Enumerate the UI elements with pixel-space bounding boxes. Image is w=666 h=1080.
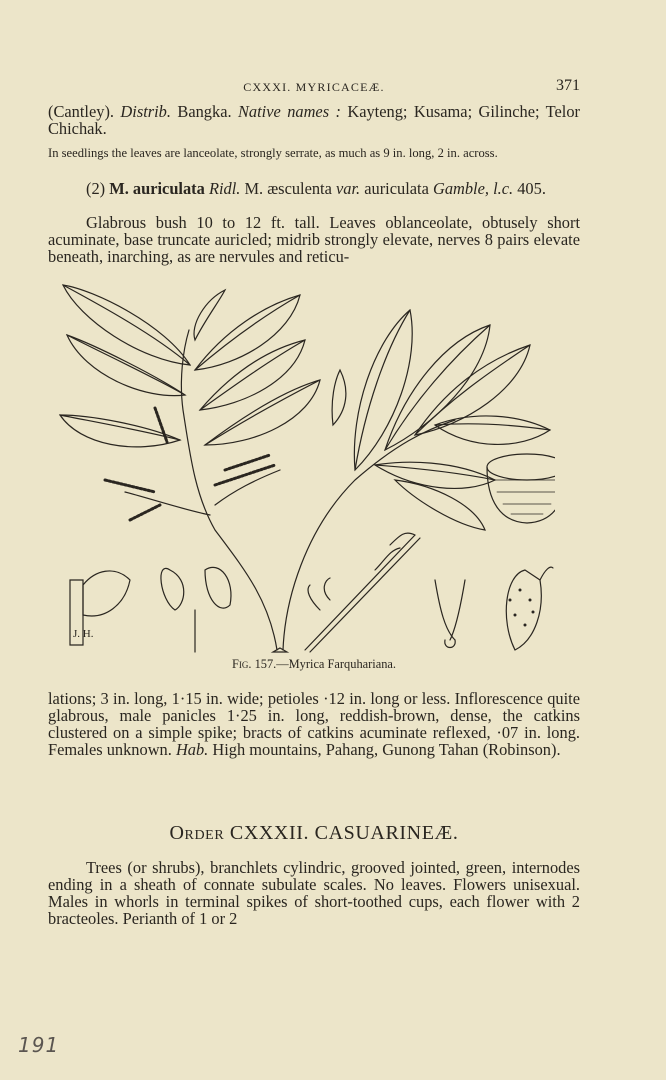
flower-detail xyxy=(83,571,130,616)
reference-page: 405. xyxy=(517,179,546,198)
stem-cut xyxy=(273,648,287,652)
synonym: M. æsculenta xyxy=(244,179,332,198)
species-number: (2) xyxy=(86,179,106,198)
bract-detail xyxy=(161,568,184,610)
artist-initials: J. H. xyxy=(73,628,94,640)
page-number: 371 xyxy=(556,77,580,94)
hab-label: Hab. xyxy=(175,740,209,759)
figure-caption xyxy=(48,657,580,672)
var-label: var. xyxy=(336,179,361,198)
figure-label: Fig. 157. xyxy=(231,657,277,671)
handwritten-folio-number: 191 xyxy=(18,1033,60,1057)
botanical-illustration xyxy=(55,280,555,655)
distrib-label: Distrib. xyxy=(120,102,171,121)
native-names-text: Kayteng; Kusama; Gilinche; Telor Chichak. xyxy=(48,102,580,138)
habitat-text: High mountains, Pahang, Gunong Tahan (Robinson). xyxy=(212,740,561,759)
running-title: CXXXI. MYRICACEÆ. xyxy=(243,80,385,94)
synonym-epithet: auriculata xyxy=(364,179,429,198)
spike-detail xyxy=(305,535,415,650)
locality-text: (Cantley). xyxy=(48,102,114,121)
leaf xyxy=(194,290,225,340)
description-part1: Glabrous bush 10 to 12 ft. tall. Leaves oblanceolate, obtusely short acuminate, base truncate auricled; midrib strongly elevate, nerves 8 pairs elevate beneath, inarching, as are nervules and reticu- xyxy=(48,213,580,266)
species-author: Ridl. xyxy=(208,179,241,198)
native-names-label: Native names : xyxy=(238,102,341,121)
female-catkin xyxy=(506,570,541,650)
order-word: Order xyxy=(169,822,225,844)
order-heading xyxy=(48,822,580,845)
leaf xyxy=(435,416,550,444)
species-name: M. auriculata xyxy=(109,179,205,198)
leaf xyxy=(415,345,530,435)
running-head xyxy=(48,78,580,98)
synonym-author: Gamble, xyxy=(432,179,489,198)
description-part2-text: lations; 3 in. long, 1·15 in. wide; petioles ·12 in. long or less. Inflorescence quite glabrous, male panicles 1·25 in. long, reddish-brown, dense, the catkins clustered on a simple spike; bracts of catkins acuminate reflexed, ·07 in. long. Females unknown. xyxy=(48,689,580,759)
leaf xyxy=(385,325,490,450)
figure-caption-text: —Myrica Farquhariana. xyxy=(276,657,396,671)
seedling-note: In seedlings the leaves are lanceolate, strongly serrate, as much as 9 in. long, 2 in. across. xyxy=(48,146,498,160)
species-heading xyxy=(48,180,580,197)
leaf xyxy=(332,370,346,425)
leaf xyxy=(63,285,190,365)
inflorescence-branch-left xyxy=(125,492,210,515)
order-description: Trees (or shrubs), branchlets cylindric, grooved jointed, green, internodes ending in a sheath of connate subulate scales. No leaves. Flowers unisexual. Males in whorls in terminal spikes of short-toothed cups, each flower with 2 bracteoles. Perianth of 1 or 2 xyxy=(48,858,580,928)
leaf xyxy=(354,310,412,470)
bracts-detail xyxy=(435,580,465,640)
bract-detail xyxy=(205,567,231,608)
leaf xyxy=(195,295,300,370)
main-stem xyxy=(181,330,277,650)
fruit-top xyxy=(487,454,555,480)
order-name: CXXXII. CASUARINEÆ. xyxy=(229,822,459,844)
distrib-text: Bangka. xyxy=(177,102,232,121)
description-part2 xyxy=(48,690,580,758)
myrica-drawing xyxy=(55,280,555,655)
loc-cit: l.c. xyxy=(493,179,514,198)
distribution-paragraph xyxy=(48,103,580,137)
